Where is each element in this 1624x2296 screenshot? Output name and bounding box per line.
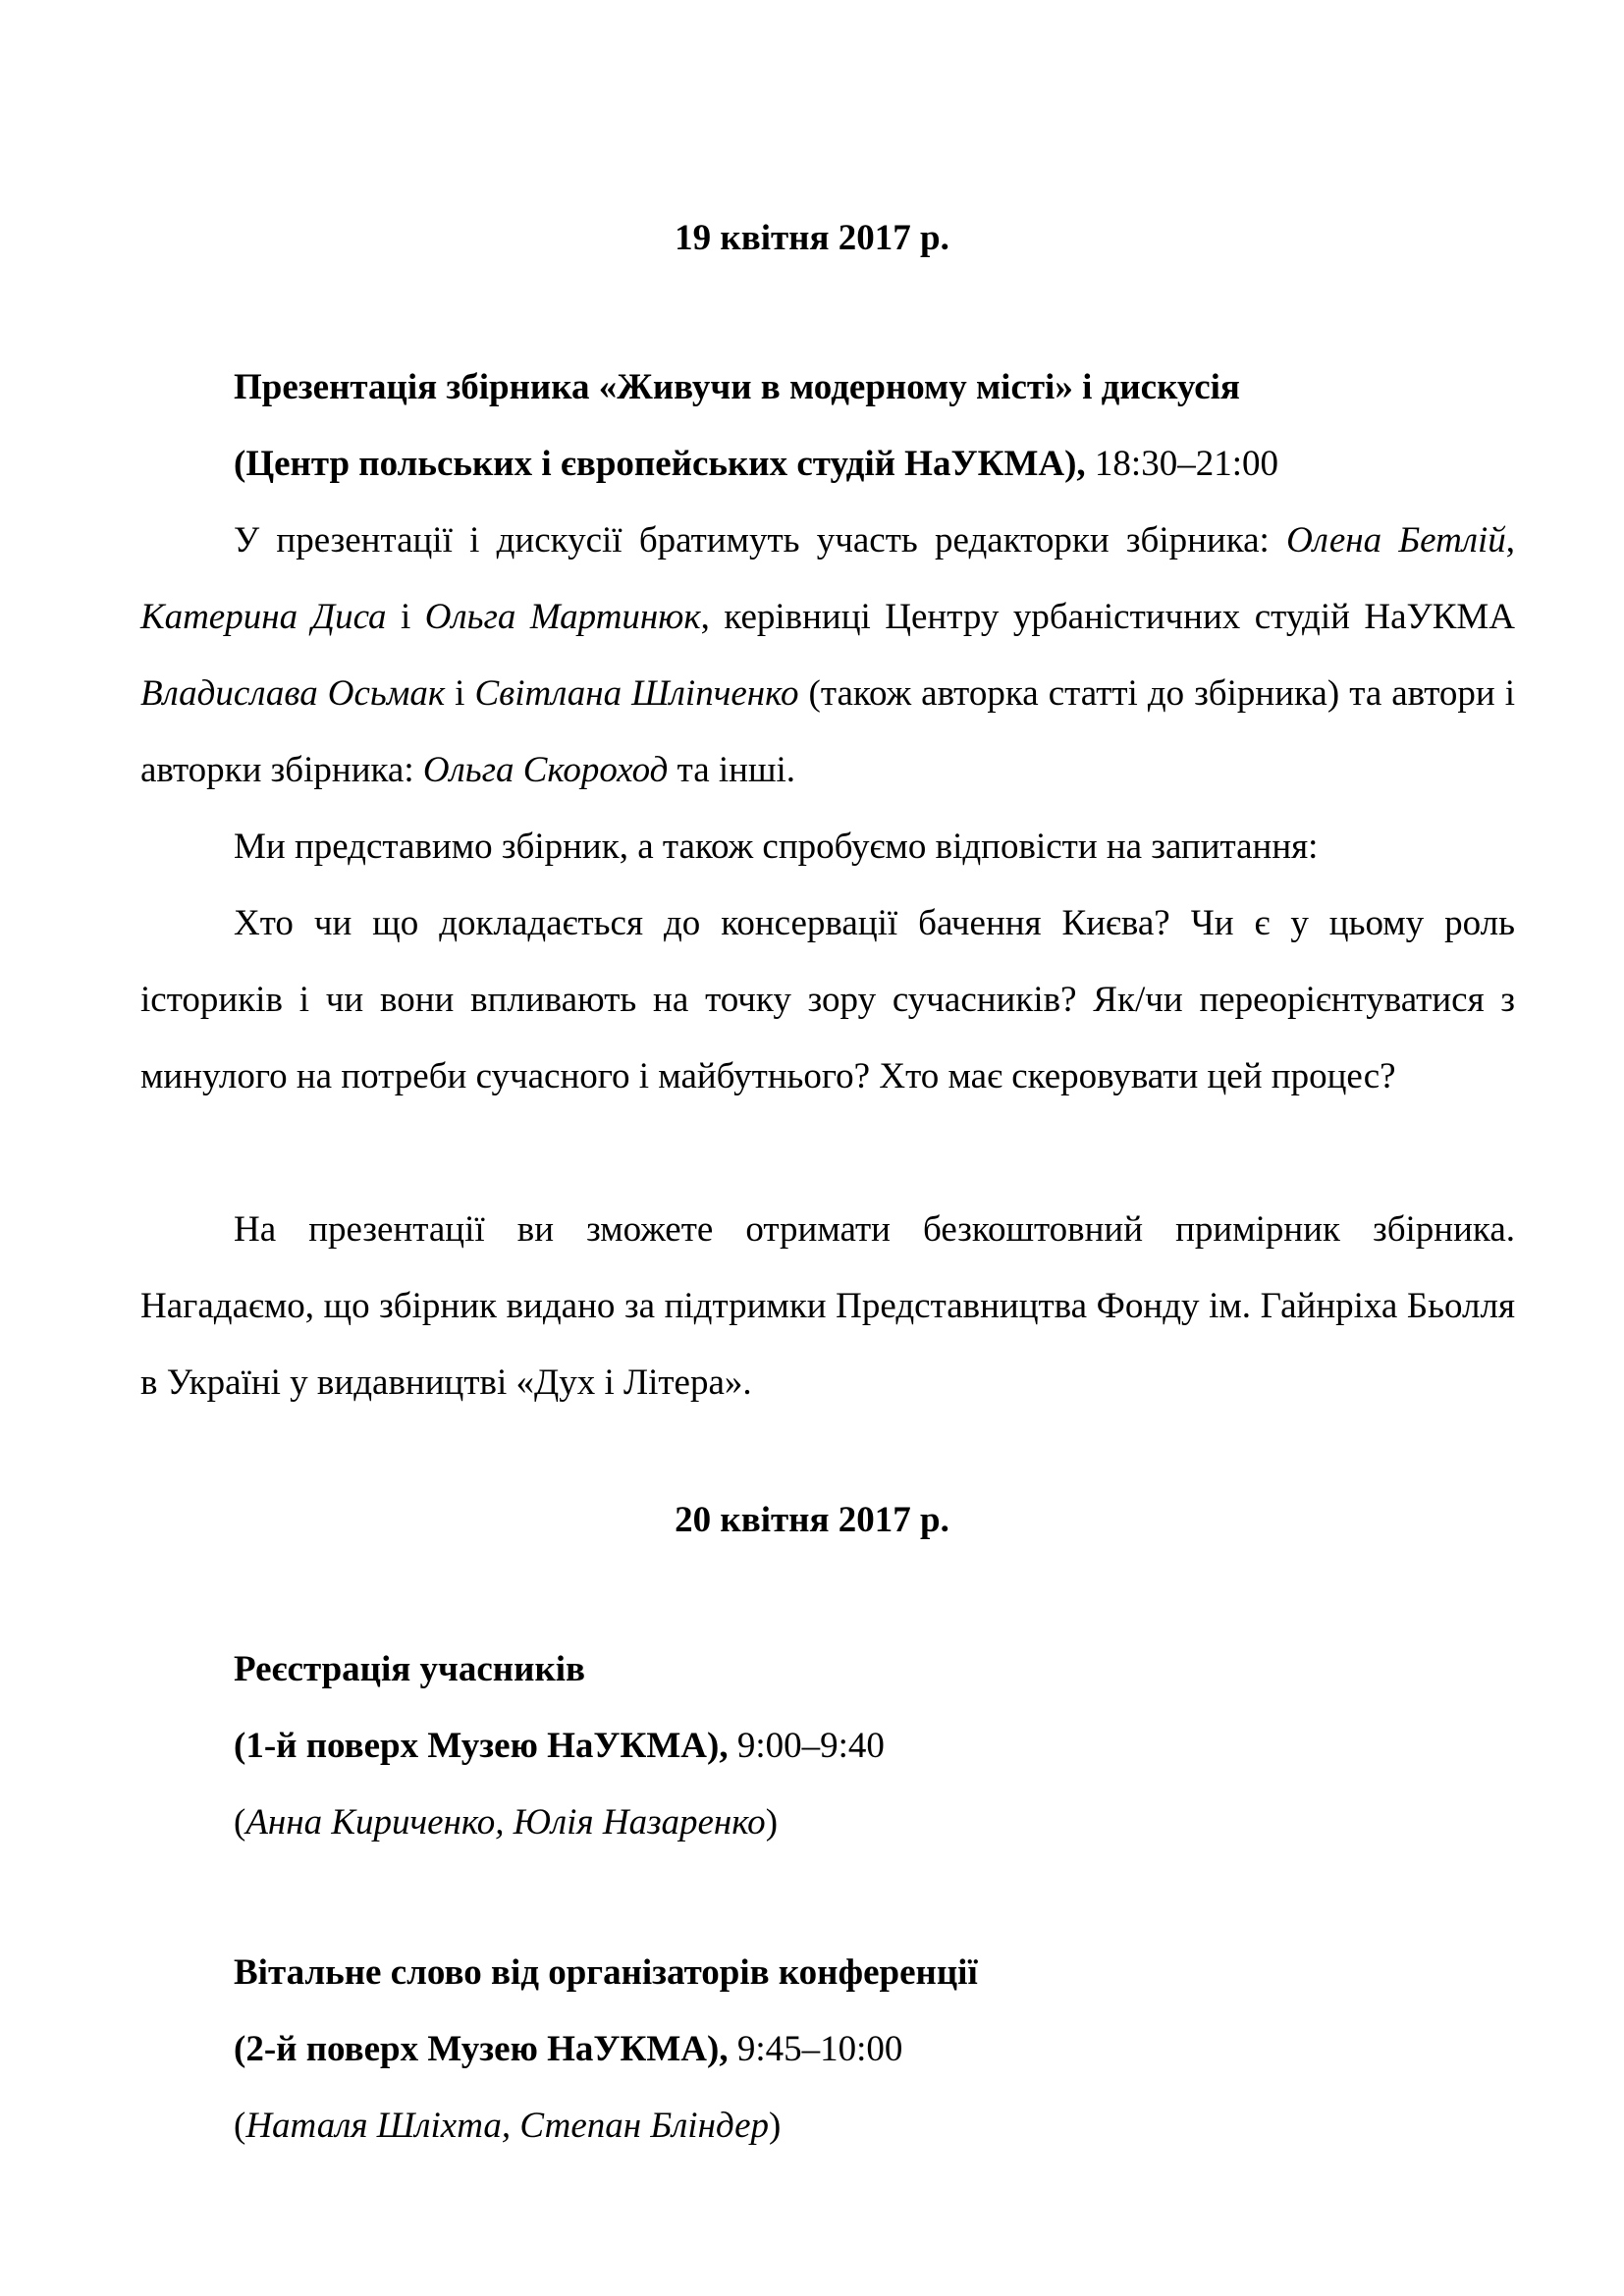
registration-place-time xyxy=(234,1722,885,1771)
text: і xyxy=(386,597,425,637)
text: , керівниці Центру урбаністичних студій НаУКМА xyxy=(700,597,1516,637)
text: та інші. xyxy=(668,750,795,790)
date-heading-april-19: 19 квітня 2017 р. xyxy=(675,218,949,258)
welcome-speakers xyxy=(234,2102,781,2151)
host-names: Анна Кириченко, Юлія Назаренко xyxy=(245,1802,766,1842)
paragraph-intro-questions: Ми представимо збірник, а також спробуємо відповісти на запитання: xyxy=(234,827,1319,867)
person-name: Ольга Скороход xyxy=(422,750,669,790)
person-name: Владислава Осьмак xyxy=(140,673,446,714)
welcome-time: 9:45–10:00 xyxy=(728,2029,903,2069)
registration-time: 9:00–9:40 xyxy=(728,1726,885,1766)
person-name: Світлана Шліпченко xyxy=(474,673,799,714)
person-name: Олена Бетлій xyxy=(1286,520,1506,561)
person-name: Ольга Мартинюк xyxy=(424,597,701,637)
paren-close: ) xyxy=(765,1802,779,1842)
welcome-title: Вітальне слово від організаторів конференції xyxy=(234,1952,978,1993)
welcome-place: (2-й поверх Музею НаУКМА), xyxy=(234,2029,729,2069)
registration-title: Реєстрація учасників xyxy=(234,1649,586,1689)
paragraph-free-copy: На презентації ви зможете отримати безкоштовний примірник збірника. Нагадаємо, що збірник видано за підтримки Представництва Фонду ім. Гайнріха Бьолля в Україні у видавництві «Дух і Літера». xyxy=(140,1209,1515,1403)
event-title-presentation: Презентація збірника «Живучи в модерному місті» і дискусія xyxy=(234,367,1240,407)
paragraph-questions: Хто чи що докладається до консервації бачення Києва? Чи є у цьому роль істориків і чи вони впливають на точку зору сучасників? Як/чи переорієнтуватися з минулого на потреби сучасного і майбутнього? Хто має скеровувати цей процес? xyxy=(140,903,1515,1096)
text: (також авторка статті до збірника) та автори і авторки збірника: xyxy=(140,673,1516,790)
paren-close: ) xyxy=(769,2106,782,2146)
date-heading-april-20: 20 квітня 2017 р. xyxy=(675,1500,949,1540)
text: У презентації і дискусії братимуть участь редакторки збірника: xyxy=(234,520,1287,561)
paren-open: ( xyxy=(234,2106,246,2146)
text: , xyxy=(1505,520,1515,561)
registration-hosts xyxy=(234,1798,778,1847)
paragraph-participants xyxy=(140,503,1515,809)
text: і xyxy=(445,673,475,714)
event-place: (Центр польських і європейських студій НаУКМА), xyxy=(234,444,1086,484)
speaker-names: Наталя Шліхта, Степан Бліндер xyxy=(245,2106,770,2146)
welcome-place-time xyxy=(234,2025,902,2074)
event-time: 18:30–21:00 xyxy=(1085,444,1278,484)
paren-open: ( xyxy=(234,1802,246,1842)
registration-place: (1-й поверх Музею НаУКМА), xyxy=(234,1726,729,1766)
person-name: Катерина Диса xyxy=(140,597,387,637)
event-place-time xyxy=(234,440,1278,489)
